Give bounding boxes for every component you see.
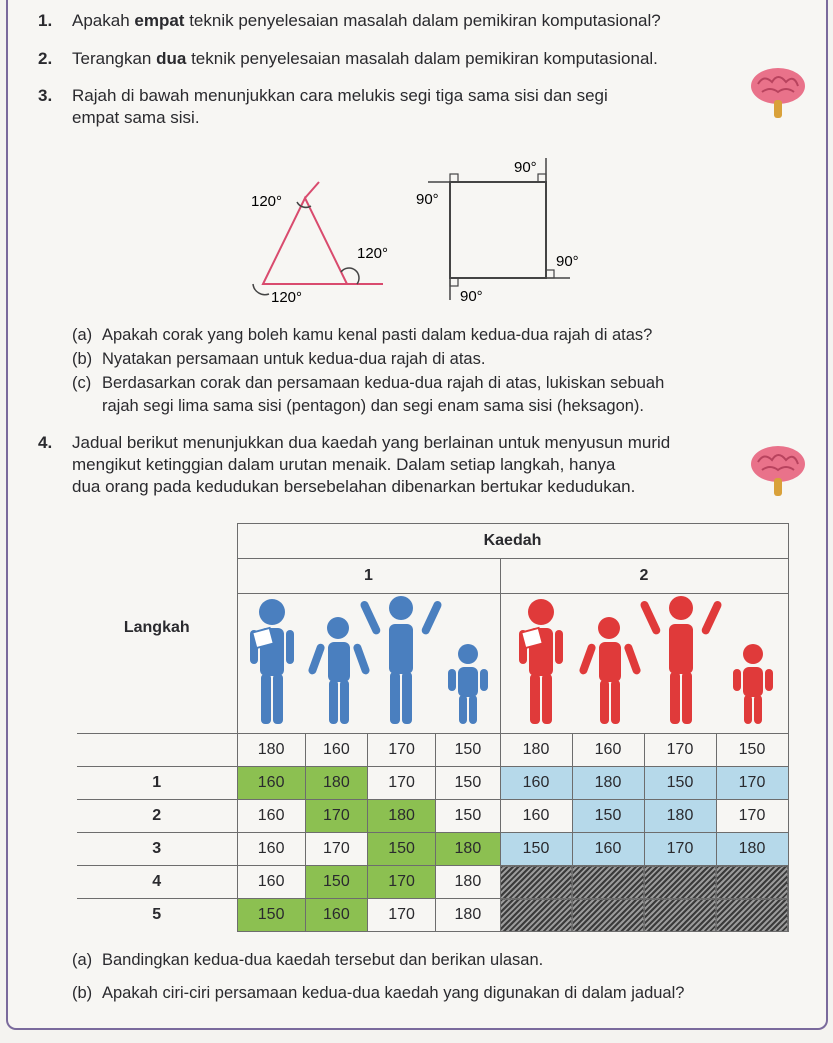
question-1-text-a: Apakah: [72, 11, 135, 30]
cell-s3-m1-0: 160: [237, 833, 305, 866]
triangle-diagram: [245, 180, 395, 308]
method-2-header: 2: [500, 559, 788, 594]
question-2: [38, 48, 798, 70]
question-4-number: 4.: [38, 433, 53, 452]
cell-s3-m1-2: 150: [367, 833, 435, 866]
cell-s1-m2-3: 170: [716, 767, 788, 800]
cell-s3-m1-1: 170: [305, 833, 367, 866]
square-diagram: [410, 150, 595, 310]
cell-s5-m1-3: 180: [436, 899, 500, 932]
cell-s2-m1-3: 150: [436, 800, 500, 833]
question-2-bold: dua: [156, 49, 187, 68]
cell-s2-m1-1: 170: [305, 800, 367, 833]
q4-sub-a: [72, 950, 792, 971]
method-2-figures: [500, 594, 788, 734]
q3-sub-c-label: (c): [72, 374, 92, 392]
cell-initial-m1-2: 170: [367, 734, 435, 767]
question-3: [38, 85, 738, 129]
cell-s2-m2-2: 180: [644, 800, 716, 833]
cell-s1-m2-0: 160: [500, 767, 572, 800]
square-angle-bottom-right: 90°: [556, 253, 579, 270]
question-4-line-2: mengikut ketinggian dalam urutan menaik. Dalam setiap langkah, hanya: [72, 455, 616, 474]
cell-s2-m2-1: 150: [572, 800, 644, 833]
hatched-cell: [500, 866, 572, 899]
question-1-bold: empat: [134, 11, 185, 30]
q3-sub-a: [72, 325, 792, 346]
hatched-cell: [572, 866, 644, 899]
cell-s5-m1-1: 160: [305, 899, 367, 932]
cell-s1-m1-1: 180: [305, 767, 367, 800]
cell-s1-m1-0: 160: [237, 767, 305, 800]
question-1: [38, 10, 798, 32]
cell-s3-m2-2: 170: [644, 833, 716, 866]
cell-s3-m2-3: 180: [716, 833, 788, 866]
hatched-cell: [716, 899, 788, 932]
triangle-angle-bottom: 120°: [271, 289, 303, 306]
cell-initial-m1-3: 150: [436, 734, 500, 767]
question-4-line-3: dua orang pada kedudukan bersebelahan dibenarkan bertukar kedudukan.: [72, 477, 636, 496]
step-label-3: 3: [77, 833, 237, 866]
square-angle-top-left: 90°: [416, 191, 439, 208]
step-label-1: 1: [77, 767, 237, 800]
cell-initial-m1-0: 180: [237, 734, 305, 767]
cell-s1-m1-2: 170: [367, 767, 435, 800]
sorting-methods-table: [77, 523, 789, 932]
q3-sub-c: [72, 373, 792, 417]
cell-initial-m2-3: 150: [716, 734, 788, 767]
question-4: [38, 432, 758, 498]
cell-s1-m2-2: 150: [644, 767, 716, 800]
step-initial: [77, 734, 237, 767]
question-2-text-b: teknik penyelesaian masalah dalam pemikiran komputasional.: [186, 49, 658, 68]
cell-s4-m1-1: 150: [305, 866, 367, 899]
square-angle-top-right: 90°: [514, 159, 537, 176]
question-1-text-b: teknik penyelesaian masalah dalam pemikiran komputasional?: [184, 11, 661, 30]
kaedah-header: Kaedah: [237, 524, 788, 559]
q4-sub-b: [72, 983, 812, 1004]
cell-s4-m1-3: 180: [436, 866, 500, 899]
question-2-text-a: Terangkan: [72, 49, 157, 68]
square-shape: [450, 182, 546, 278]
brain-icon: [748, 62, 808, 124]
q3-sub-b: [72, 349, 792, 370]
question-4-line-1: Jadual berikut menunjukkan dua kaedah yang berlainan untuk menyusun murid: [72, 433, 671, 452]
cell-initial-m1-1: 160: [305, 734, 367, 767]
hatched-cell: [716, 866, 788, 899]
q4-sub-b-text: Apakah ciri-ciri persamaan kedua-dua kaedah yang digunakan di dalam jadual?: [102, 984, 685, 1002]
triangle-angle-right: 120°: [357, 245, 389, 262]
q4-sub-b-label: (b): [72, 984, 93, 1002]
hatched-cell: [644, 866, 716, 899]
cell-s1-m2-1: 180: [572, 767, 644, 800]
cell-s1-m1-3: 150: [436, 767, 500, 800]
question-1-number: 1.: [38, 11, 53, 30]
q3-sub-c-text-2: rajah segi lima sama sisi (pentagon) dan segi enam sama sisi (heksagon).: [102, 397, 645, 415]
q3-sub-b-text: Nyatakan persamaan untuk kedua-dua rajah di atas.: [102, 350, 486, 368]
triangle-angle-top: 120°: [251, 193, 283, 210]
method-1-figures: [237, 594, 500, 734]
q3-sub-a-label: (a): [72, 326, 93, 344]
langkah-header: Langkah: [77, 524, 237, 734]
cell-s5-m1-2: 170: [367, 899, 435, 932]
step-label-5: 5: [77, 899, 237, 932]
square-angle-bottom-left: 90°: [460, 288, 483, 305]
hatched-cell: [644, 899, 716, 932]
cell-initial-m2-0: 180: [500, 734, 572, 767]
question-3-number: 3.: [38, 86, 53, 105]
cell-s2-m2-3: 170: [716, 800, 788, 833]
question-2-number: 2.: [38, 49, 53, 68]
equilateral-triangle: [263, 198, 347, 284]
cell-s3-m2-1: 160: [572, 833, 644, 866]
cell-s3-m1-3: 180: [436, 833, 500, 866]
cell-s2-m1-2: 180: [367, 800, 435, 833]
cell-initial-m2-2: 170: [644, 734, 716, 767]
step-label-4: 4: [77, 866, 237, 899]
blue-students-illustration: [238, 594, 500, 728]
q4-sub-a-label: (a): [72, 951, 93, 969]
cell-s4-m1-0: 160: [237, 866, 305, 899]
q4-sub-a-text: Bandingkan kedua-dua kaedah tersebut dan berikan ulasan.: [102, 951, 544, 969]
brain-icon: [748, 440, 808, 502]
question-3-line-1: Rajah di bawah menunjukkan cara melukis segi tiga sama sisi dan segi: [72, 86, 608, 105]
cell-s5-m1-0: 150: [237, 899, 305, 932]
cell-s2-m2-0: 160: [500, 800, 572, 833]
question-3-line-2: empat sama sisi.: [72, 108, 200, 127]
q3-sub-c-text-1: Berdasarkan corak dan persamaan kedua-dua rajah di atas, lukiskan sebuah: [102, 374, 665, 392]
red-students-illustration: [501, 594, 787, 728]
method-1-header: 1: [237, 559, 500, 594]
cell-initial-m2-1: 160: [572, 734, 644, 767]
q3-sub-a-text: Apakah corak yang boleh kamu kenal pasti dalam kedua-dua rajah di atas?: [102, 326, 653, 344]
hatched-cell: [500, 899, 572, 932]
hatched-cell: [572, 899, 644, 932]
cell-s2-m1-0: 160: [237, 800, 305, 833]
cell-s3-m2-0: 150: [500, 833, 572, 866]
cell-s4-m1-2: 170: [367, 866, 435, 899]
q3-sub-b-label: (b): [72, 350, 93, 368]
step-label-2: 2: [77, 800, 237, 833]
